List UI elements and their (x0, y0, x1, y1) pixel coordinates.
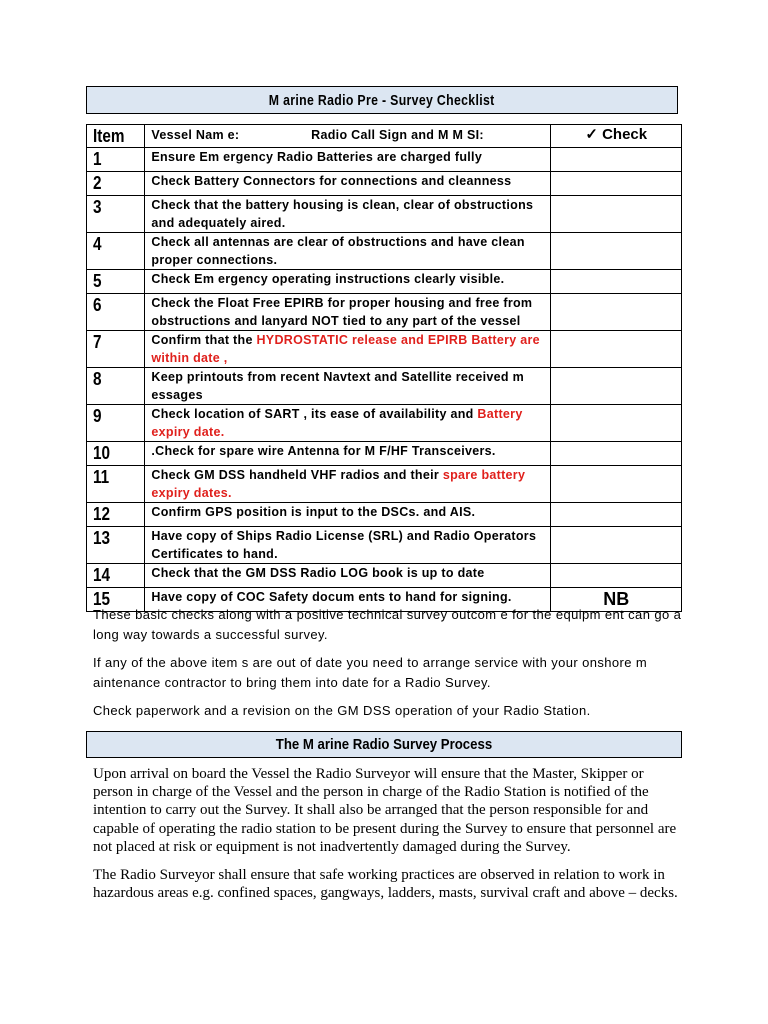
check-cell[interactable] (551, 148, 682, 172)
radio-call-sign-label: Radio Call Sign and M M SI: (311, 128, 484, 142)
check-cell[interactable] (551, 196, 682, 233)
check-cell[interactable] (551, 442, 682, 466)
table-row (87, 527, 682, 564)
item-description: Check Em ergency operating instructions clearly visible. (145, 270, 551, 294)
table-row (87, 503, 682, 527)
item-description: Have copy of COC Safety docum ents to hand for signing. (145, 588, 551, 612)
item-description: Check GM DSS handheld VHF radios and their spare battery expiry dates. (145, 466, 551, 503)
check-cell[interactable] (551, 527, 682, 564)
item-number: 11 (87, 466, 145, 503)
survey-process-paragraph-2: The Radio Surveyor shall ensure that safe working practices are observed in relation to work in hazardous areas e.g. confined spaces, gangways, ladders, masts, survival craft and above – decks. (93, 867, 678, 902)
item-description: Check the Float Free EPIRB for proper housing and free from obstructions and lanyard NOT tied to any part of the vessel (145, 294, 551, 331)
item-description: Keep printouts from recent Navtext and Satellite received m essages (145, 368, 551, 405)
item-number: 9 (87, 405, 145, 442)
survey-process-heading: The M arine Radio Survey Process (86, 731, 682, 758)
item-number: 6 (87, 294, 145, 331)
check-cell[interactable] (551, 466, 682, 503)
item-description: Have copy of Ships Radio License (SRL) and Radio Operators Certificates to hand. (145, 527, 551, 564)
table-row (87, 233, 682, 270)
check-cell[interactable] (551, 405, 682, 442)
item-header: Item (87, 125, 145, 148)
item-number: 13 (87, 527, 145, 564)
highlight-text: HYDROSTATIC release and EPIRB Battery are within date , (151, 333, 540, 365)
item-description: Confirm that the HYDROSTATIC release and EPIRB Battery are within date , (145, 331, 551, 368)
nb-note: NB (603, 589, 630, 609)
table-row (87, 442, 682, 466)
table-row (87, 196, 682, 233)
item-description: Check that the battery housing is clean, clear of obstructions and adequately aired. (145, 196, 551, 233)
survey-process-paragraph-1: Upon arrival on board the Vessel the Radio Surveyor will ensure that the Master, Skipper or person in charge of the Vessel and the person in charge of the Radio Station is notified of the intention to carry out the Survey. It shall also be arranged that the person responsible for and capable of operating the radio station to be present during the Survey to ensure that personnel are not placed at risk or equipment is not inadvertently damaged during the Survey. (93, 766, 677, 855)
item-description: Check all antennas are clear of obstructions and have clean proper connections. (145, 233, 551, 270)
item-number: 5 (87, 270, 145, 294)
item-number: 3 (87, 196, 145, 233)
item-number: 7 (87, 331, 145, 368)
summary-paragraph: These basic checks along with a positive technical survey outcom e for the equipm ent can go a long way towards a successful survey. (93, 607, 682, 642)
vessel-name-label: Vessel Nam e: (151, 128, 240, 142)
item-number: 4 (87, 233, 145, 270)
check-cell[interactable] (551, 233, 682, 270)
table-row (87, 331, 682, 368)
check-cell[interactable] (551, 564, 682, 588)
highlight-text: spare battery expiry dates. (151, 468, 526, 500)
item-number: 14 (87, 564, 145, 588)
check-cell[interactable] (551, 270, 682, 294)
item-description: Check location of SART , its ease of availability and Battery expiry date. (145, 405, 551, 442)
checkmark-icon: ✓ (585, 126, 598, 143)
check-header (551, 125, 682, 148)
table-row (87, 148, 682, 172)
table-row (87, 564, 682, 588)
table-row (87, 270, 682, 294)
table-row (87, 405, 682, 442)
item-number: 12 (87, 503, 145, 527)
highlight-text: Battery expiry date. (151, 407, 523, 439)
item-number: 8 (87, 368, 145, 405)
table-header-row (87, 125, 682, 148)
item-description: Check Battery Connectors for connections and cleanness (145, 172, 551, 196)
checklist-table (86, 124, 682, 612)
service-paragraph: If any of the above item s are out of date you need to arrange service with your onshore m aintenance contractor to bring them into date for a Radio Survey. (93, 655, 648, 690)
check-cell[interactable] (551, 172, 682, 196)
item-description: .Check for spare wire Antenna for M F/HF Transceivers. (145, 442, 551, 466)
table-row (87, 466, 682, 503)
item-description: Confirm GPS position is input to the DSCs. and AIS. (145, 503, 551, 527)
item-description: Ensure Em ergency Radio Batteries are charged fully (145, 148, 551, 172)
item-number: 15 (87, 588, 145, 612)
item-number: 2 (87, 172, 145, 196)
checklist-title: M arine Radio Pre - Survey Checklist (86, 86, 678, 114)
table-row (87, 294, 682, 331)
table-row (87, 172, 682, 196)
check-cell[interactable] (551, 331, 682, 368)
item-description: Check that the GM DSS Radio LOG book is up to date (145, 564, 551, 588)
check-cell[interactable] (551, 368, 682, 405)
item-number: 10 (87, 442, 145, 466)
paperwork-paragraph: Check paperwork and a revision on the GM DSS operation of your Radio Station. (93, 703, 591, 718)
vessel-info-header (145, 125, 551, 148)
check-cell[interactable] (551, 294, 682, 331)
item-number: 1 (87, 148, 145, 172)
check-cell[interactable] (551, 503, 682, 527)
table-row (87, 368, 682, 405)
check-header-label: Check (602, 126, 648, 143)
